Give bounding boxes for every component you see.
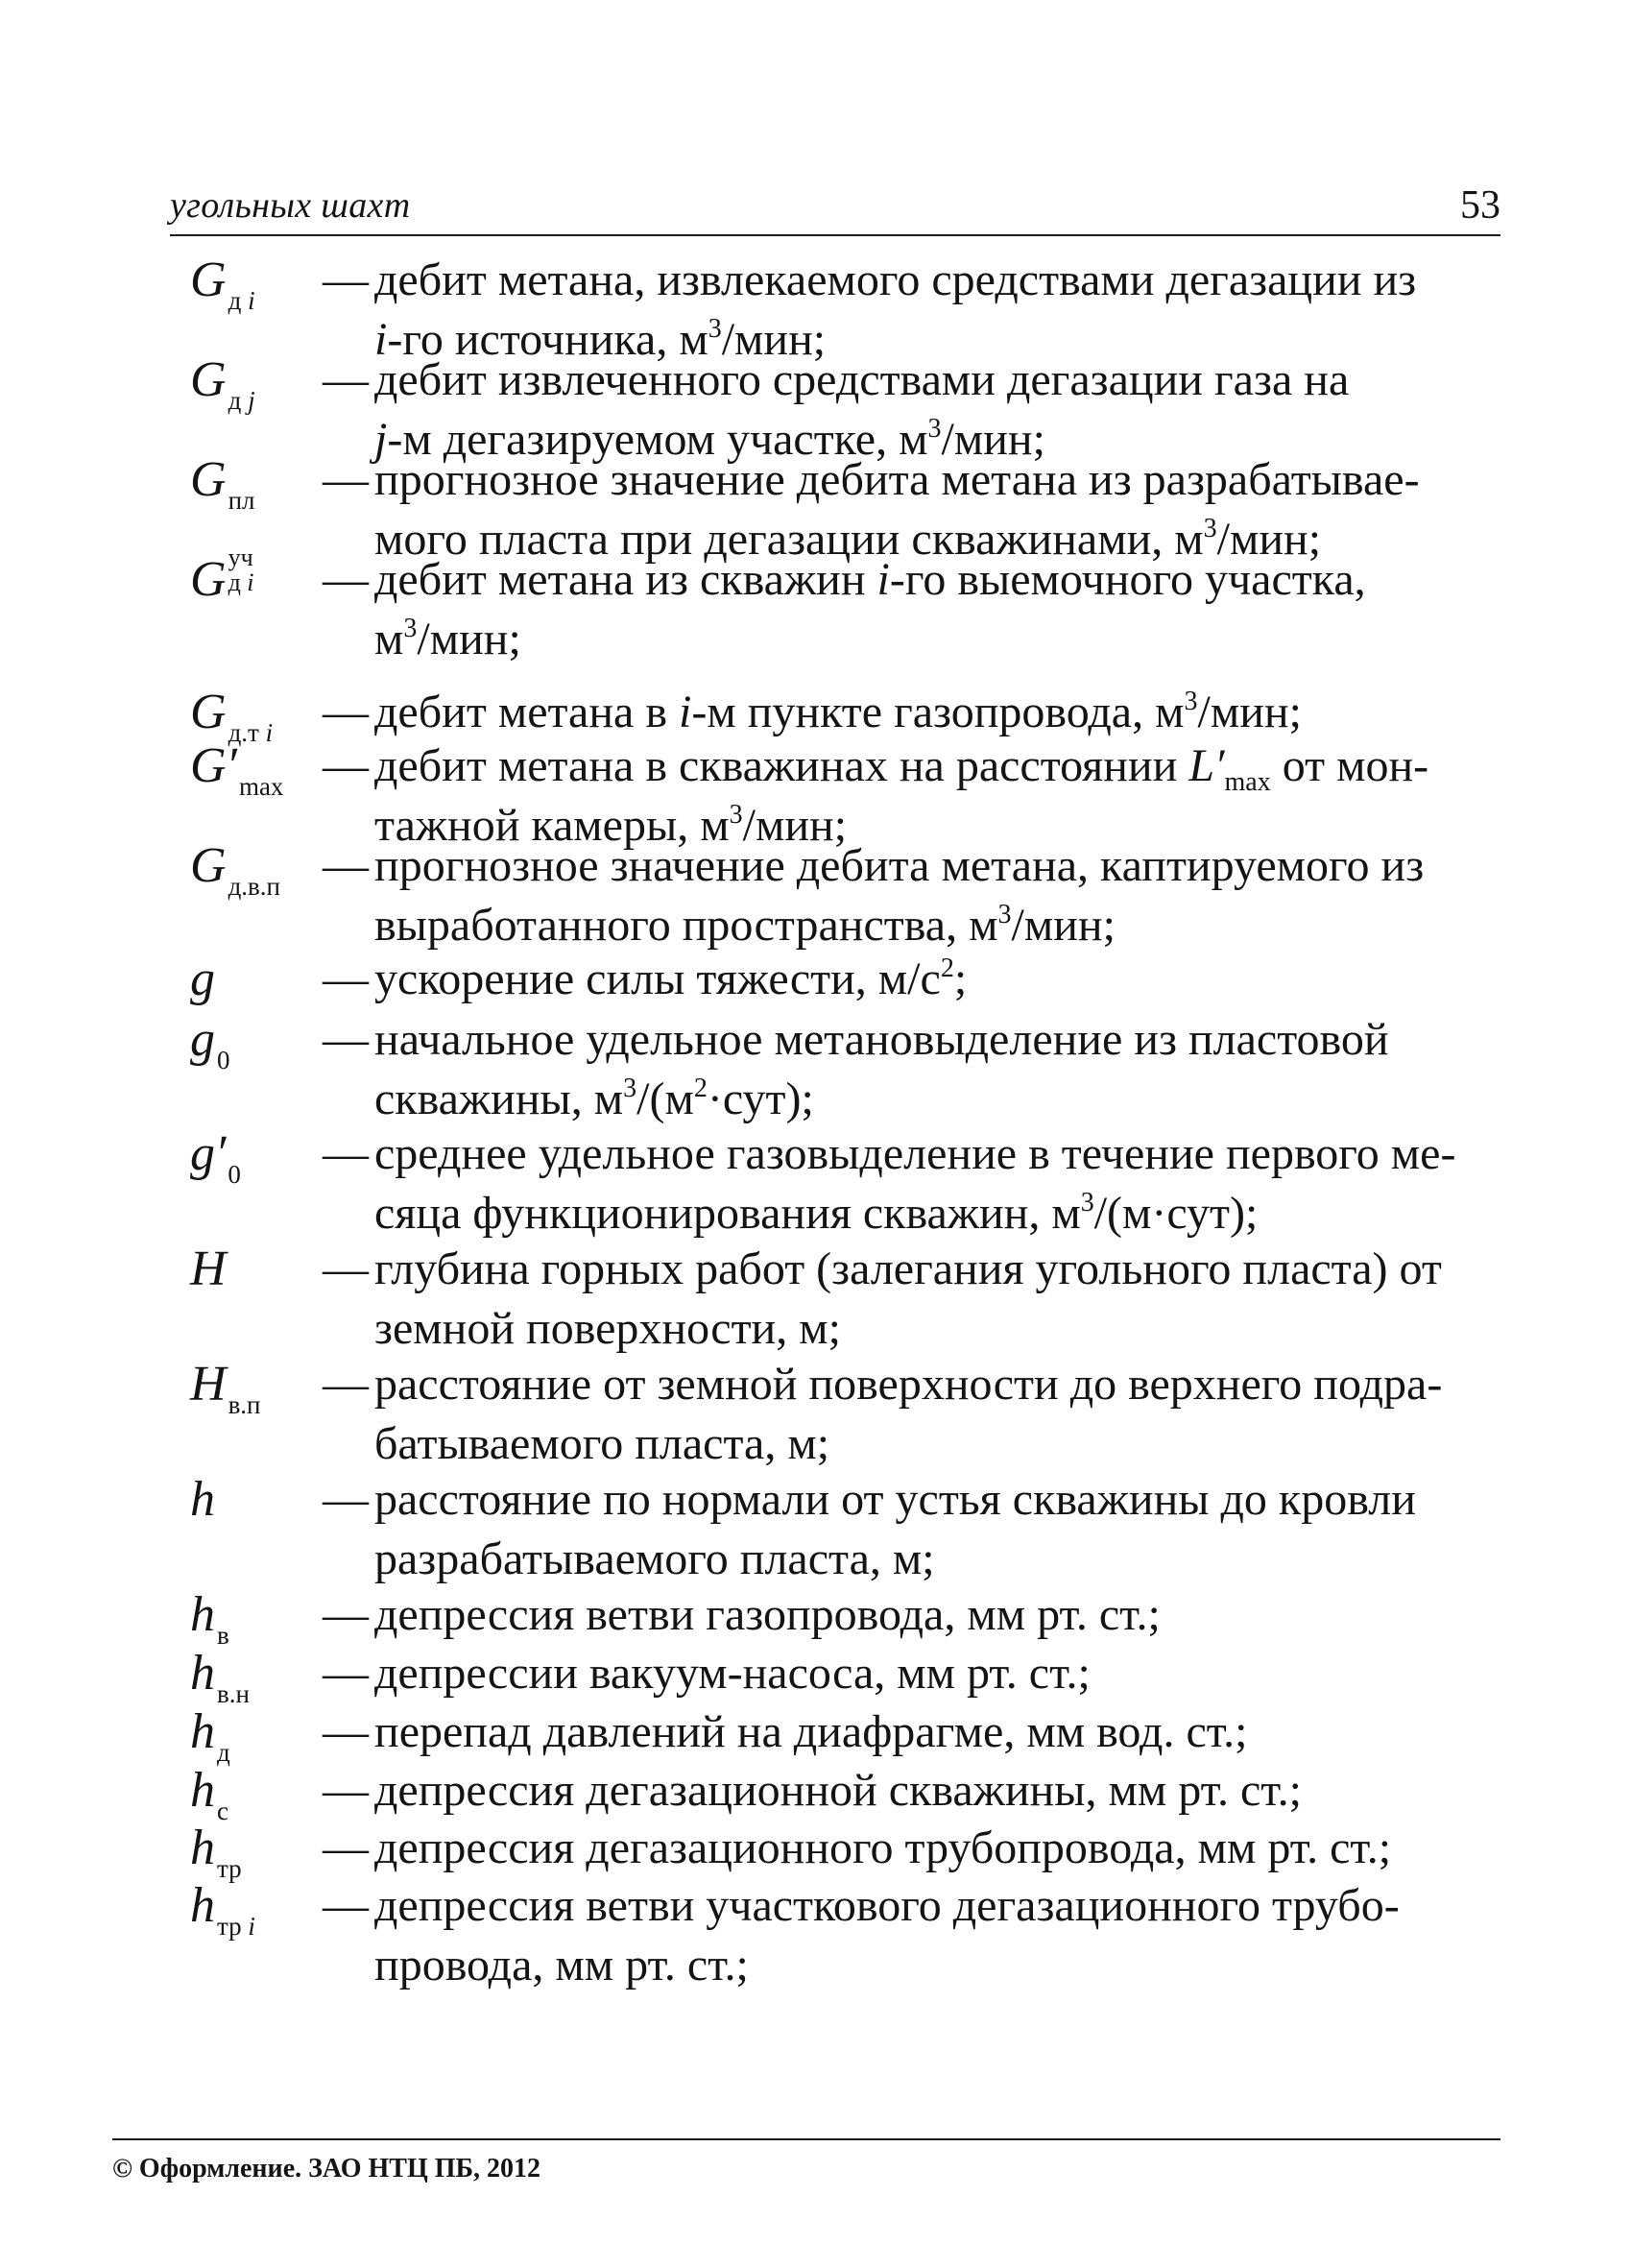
symbol-base: G [190,552,227,607]
symbol-subscript-index: i [248,286,255,315]
symbol-base: H [190,1357,227,1411]
definition-text: дебит извлеченного средствами дегазации газа на [374,354,1350,405]
unit-exponent: 2 [693,1074,708,1103]
definition-dash: — [323,1589,369,1640]
symbol-subscript: max [238,772,284,801]
unit-exponent: 3 [997,900,1012,929]
definition-text: -м пункте газопровода, м [691,687,1185,737]
definition-text: тажной камеры, м [374,800,730,851]
math-variable: L′ [1188,740,1225,791]
symbol-subscript: тр [217,1912,242,1941]
definition-line [374,1011,1389,1069]
symbol-subscript: д.т [228,718,259,747]
definition-line [374,737,1428,795]
definition-text: депрессии вакуум-насоса, мм рт. ст.; [374,1648,1091,1699]
symbol-subscript-group [228,388,255,414]
definition-line [374,684,1302,741]
definition-text: прогнозное значение дебита метана, каптируемого из [374,840,1425,891]
symbol-subscript-group [228,1392,261,1418]
definition-text: расстояние по нормали от устья скважины до кровли [374,1474,1416,1525]
unit-exponent: 3 [403,614,418,643]
symbol-superscript: уч [228,543,253,571]
symbol [190,737,284,801]
definition-dash: — [323,1474,369,1525]
symbol-subscript-index: i [247,568,254,596]
symbol-subscript: д [228,386,242,415]
symbol-base: G′ [190,738,237,793]
definition-text: начальное удельное метановыделение из пластовой [374,1014,1389,1065]
symbol [190,1762,228,1825]
unit-exponent: 3 [623,1074,637,1103]
symbol [190,1241,227,1298]
definition-line [374,1241,1442,1298]
unit-text: /мин; [1197,687,1302,737]
unit-exponent: 2 [940,953,954,983]
definition-line [374,1703,1247,1761]
symbol-subscript-group [228,488,255,514]
definition-line [374,611,521,668]
symbol-base: G [190,253,227,307]
symbol-subscript-group [228,570,254,595]
symbol-subscript: д [228,568,241,596]
definition-line [374,551,1366,609]
symbol-base: h [190,1704,215,1759]
symbol-base: h [190,1821,215,1875]
definition-line [374,837,1424,895]
definition-dash: — [323,1880,369,1931]
definition-dash: — [323,687,369,737]
unit-text: /(м·сут); [1093,1188,1259,1239]
symbol [190,1586,229,1650]
definition-text: провода, мм рт. ст.; [374,1940,749,1991]
symbol-base: g [190,952,215,1006]
definition-text: мого пласта при дегазации скважинами, м [374,514,1204,565]
definition-line [374,897,1116,954]
footer-rule [112,2138,1500,2140]
symbol [190,1471,215,1529]
definition-dash: — [323,1822,369,1873]
definition-line [374,351,1349,409]
copyright-notice: © Оформление. ЗАО НТЦ ПБ, 2012 [112,2154,541,2184]
symbol [190,1125,241,1189]
definition-text: разрабатываемого пласта, м; [374,1533,935,1584]
unit-text: ; [953,953,968,1004]
symbol-subscript-group [217,1048,230,1074]
symbol-subscript-group [239,774,284,800]
unit-text: /мин; [742,800,848,851]
definition-dash: — [323,354,369,405]
symbol-base: g′ [190,1126,227,1181]
symbol-subscript: с [217,1797,228,1825]
definition-line [374,1762,1302,1820]
definition-line [374,1820,1391,1877]
definition-text: дебит метана в [374,687,680,737]
symbol [190,684,274,747]
definition-line [374,1471,1416,1529]
definition-text: батываемого пласта, м; [374,1418,830,1469]
unit-text: /мин; [417,614,521,664]
running-head: угольных шахт [170,185,411,226]
definition-dash: — [323,953,369,1004]
definition-text: депрессия дегазационного трубопровода, мм рт. ст.; [374,1822,1392,1873]
symbol-subscript-group [228,288,255,314]
unit-text: /(м [636,1074,694,1124]
definition-line [374,1937,749,1994]
definition-text: дебит метана, извлекаемого средствами дегазации из [374,254,1417,305]
unit-exponent: 3 [1184,687,1198,716]
definition-text: -го выемочного участка, [889,554,1366,605]
definition-text: дебит метана из скважин [374,554,877,605]
unit-exponent: 3 [1080,1188,1094,1218]
definition-dash: — [323,1359,369,1410]
unit-exponent: 3 [729,800,743,830]
symbol-base: G [190,452,227,507]
symbol-subscript: д [217,1738,230,1767]
symbol [190,451,255,515]
symbol-subscript-index: i [248,1912,255,1941]
definition-text: перепад давлений на диафрагме, мм вод. ст.; [374,1706,1248,1757]
symbol-base: h [190,1763,215,1818]
definition-line [374,1356,1442,1413]
math-variable: i [374,314,388,365]
math-variable: i [876,554,890,605]
definition-text: от мон- [1270,740,1429,791]
symbol [190,252,255,315]
symbol [190,543,254,609]
unit-text: /мин; [1216,514,1322,565]
symbol [190,1011,230,1074]
symbol-base: h [190,1472,215,1527]
symbol-base: h [190,1587,215,1642]
definition-dash: — [323,454,369,505]
definition-dash: — [323,840,369,891]
definition-line [374,1415,829,1473]
symbol-subscript: тр [217,1854,242,1883]
symbol [190,1703,230,1767]
symbol-subscript-group [217,1914,255,1940]
symbol [190,837,280,901]
symbol-base: H [190,1242,227,1296]
definition-text: земной поверхности, м; [374,1303,841,1354]
symbol [190,1645,250,1708]
definition-dash: — [323,1014,369,1065]
symbol-subscript-index: i [265,718,274,747]
symbol-subscript: в.н [217,1679,250,1708]
math-variable: i [679,687,692,737]
symbol-base: G [190,838,227,893]
definition-line [374,1645,1091,1702]
definition-text: м [374,614,404,664]
symbol-subscript: д.в.п [228,872,280,901]
symbol [190,951,215,1008]
symbol-base: G [190,685,227,739]
definition-text: скважины, м [374,1074,624,1124]
definition-text: -го источника, м [387,314,708,365]
definition-line [374,1877,1400,1935]
math-variable-subscript: max [1224,767,1271,797]
definition-text: -м дегазируемом участке, м [387,414,928,465]
definition-dash: — [323,554,369,605]
symbol-subscript: в [217,1621,229,1650]
definition-text: депрессия дегазационной скважины, мм рт. ст.; [374,1765,1302,1816]
definition-dash: — [323,1648,369,1699]
definition-line [374,1586,1161,1644]
definition-line [374,1071,814,1128]
definition-line [374,451,1420,509]
symbol-base: h [190,1646,215,1701]
definition-text: глубина горных работ (залегания угольного пласта) от [374,1243,1442,1294]
symbol [190,1820,242,1883]
symbol-subscript: д [228,286,242,315]
unit-exponent: 3 [1203,514,1217,543]
symbol-base: g [190,1012,215,1067]
definition-dash: — [323,1128,369,1179]
definition-line [374,1125,1455,1183]
definition-dash: — [323,1765,369,1816]
definition-text: депрессия ветви газопровода, мм рт. ст.; [374,1589,1161,1640]
symbol-subscript-group [228,874,280,900]
symbol-index-stack [228,545,254,595]
symbol-base: G [190,352,227,407]
definition-text: дебит метана в скважинах на расстоянии [374,740,1189,791]
definition-dash: — [323,1243,369,1294]
definition-line [374,252,1416,309]
definition-text: депрессия ветви участкового дегазационного трубо- [374,1880,1400,1931]
symbol [190,1356,261,1419]
definition-line [374,1300,841,1358]
definition-text: расстояние от земной поверхности до верхнего подра- [374,1359,1443,1410]
unit-exponent: 3 [708,314,722,344]
symbol-subscript: 0 [228,1160,241,1189]
definition-line [374,951,967,1008]
definition-dash: — [323,740,369,791]
symbol-subscript-group [228,1162,241,1188]
unit-text: /мин; [721,314,827,365]
definition-text: ускорение силы тяжести, м/с [374,953,941,1004]
unit-text: /мин; [941,414,1045,465]
definition-text: прогнозное значение дебита метана из разрабатывае- [374,454,1420,505]
symbol-subscript: 0 [217,1046,230,1074]
definition-text: сяца функционирования скважин, м [374,1188,1081,1239]
definition-line [374,1185,1258,1243]
definition-line [374,1531,935,1588]
symbol [190,351,255,415]
unit-text: ·сут); [707,1074,814,1124]
symbol-base: h [190,1878,215,1933]
definition-dash: — [323,254,369,305]
symbol-subscript-index: j [248,386,255,415]
math-variable: j [374,414,388,465]
definition-text: среднее удельное газовыделение в течение первого ме- [374,1128,1456,1179]
unit-text: /мин; [1011,900,1116,951]
unit-exponent: 3 [927,414,942,444]
symbol [190,1877,255,1941]
definition-text: выработанного пространства, м [374,900,998,951]
symbol-subscript: в.п [228,1390,261,1419]
symbol-subscript: пл [228,486,255,515]
definition-dash: — [323,1706,369,1757]
page-number: 53 [1460,183,1500,228]
